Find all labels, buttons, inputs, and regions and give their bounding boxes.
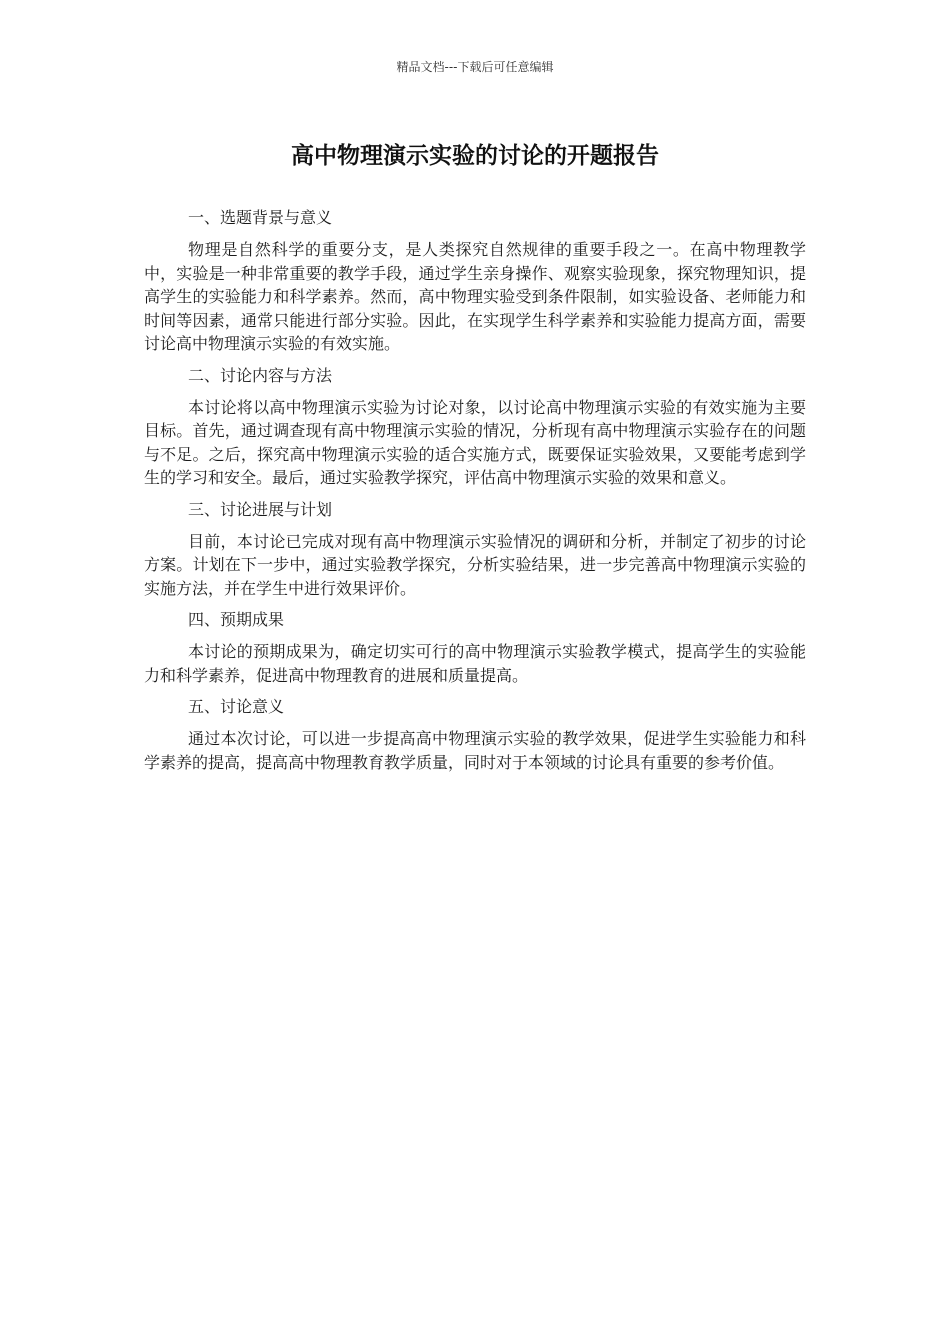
section-content-method bbox=[144, 364, 806, 490]
section-paragraph: 通过本次讨论，可以进一步提高高中物理演示实验的教学效果，促进学生实验能力和科学素养的提高，提高高中物理教育教学质量，同时对于本领域的讨论具有重要的参考价值。 bbox=[144, 729, 806, 772]
section-heading: 三、讨论进展与计划 bbox=[188, 499, 333, 519]
header-note: 精品文档---下载后可任意编辑 bbox=[396, 60, 554, 74]
document-body bbox=[144, 206, 806, 782]
section-heading: 一、选题背景与意义 bbox=[188, 208, 333, 227]
section-paragraph: 物理是自然科学的重要分支，是人类探究自然规律的重要手段之一。在高中物理教学中，实验是一种非常重要的教学手段，通过学生亲身操作、观察实验现象，探究物理知识，提高学生的实验能力和科学素养。然而，高中物理实验受到条件限制，如实验设备、老师能力和时间等因素，通常只能进行部分实验。因此，在实现学生科学素养和实验能力提高方面，需要讨论高中物理演示实验的有效实施。 bbox=[144, 240, 806, 353]
section-paragraph: 本讨论将以高中物理演示实验为讨论对象，以讨论高中物理演示实验的有效实施为主要目标。首先，通过调查现有高中物理演示实验的情况，分析现有高中物理演示实验存在的问题与不足。之后，探究高中物理演示实验的适合实施方式，既要保证实验效果，又要能考虑到学生的学习和安全。最后，通过实验教学探究，评估高中物理演示实验的效果和意义。 bbox=[144, 397, 806, 487]
section-paragraph: 目前，本讨论已完成对现有高中物理演示实验情况的调研和分析，并制定了初步的讨论方案。计划在下一步中，通过实验教学探究，分析实验结果，进一步完善高中物理演示实验的实施方法，并在学生中进行效果评价。 bbox=[144, 531, 806, 598]
section-heading: 四、预期成果 bbox=[188, 610, 285, 629]
section-significance bbox=[144, 695, 806, 774]
section-background bbox=[144, 206, 806, 356]
section-heading: 二、讨论内容与方法 bbox=[188, 365, 333, 385]
document-title: 高中物理演示实验的讨论的开题报告 bbox=[291, 143, 659, 169]
section-heading: 五、讨论意义 bbox=[188, 697, 285, 716]
section-expected-results bbox=[144, 608, 806, 687]
section-progress-plan bbox=[144, 498, 806, 601]
section-paragraph: 本讨论的预期成果为，确定切实可行的高中物理演示实验教学模式，提高学生的实验能力和科学素养，促进高中物理教育的进展和质量提高。 bbox=[144, 642, 806, 685]
